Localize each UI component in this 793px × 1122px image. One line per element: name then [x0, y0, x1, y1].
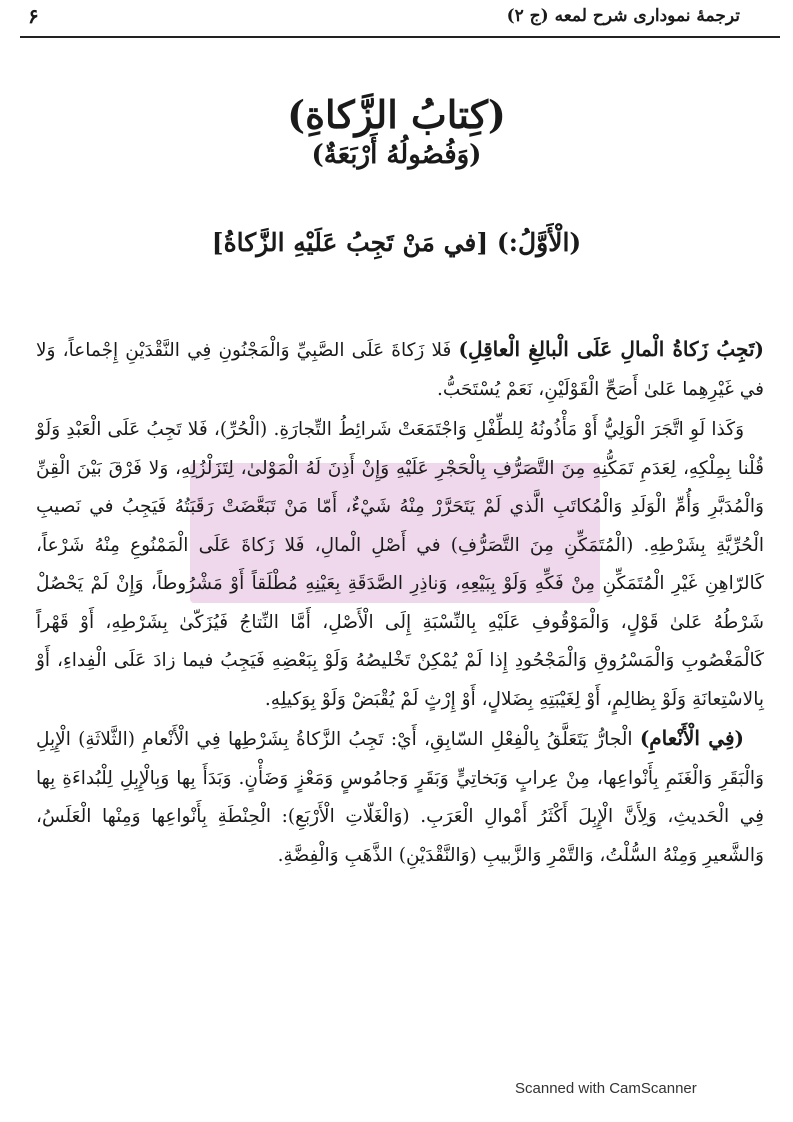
- paragraph-3-lead: (فِي الْأَنْعامِ): [639, 726, 744, 750]
- paragraph-1-lead: (تَجِبُ زَكاةُ الْمالِ عَلَى الْبالِغِ الْعاقِلِ): [458, 337, 764, 361]
- paragraph-1-text: فَلا زَكاةَ عَلَى الصَّبِيِّ وَالْمَجْنُونِ فِي النَّقْدَيْنِ إِجْماعاً، وَلا في غَيْرِهِما عَلىٰ أَصَحِّ الْقَوْلَيْنِ، نَعَمْ يُسْتَحَبُّ.: [36, 340, 764, 400]
- running-title: ترجمهٔ نموداری شرح لمعه (ج ۲): [506, 6, 740, 26]
- chapter-heading: (الْأَوَّلُ:) [في مَنْ تَجِبُ عَلَيْهِ الزَّكاةُ]: [211, 228, 582, 257]
- scanner-footer: Scanned with CamScanner: [515, 1080, 697, 1097]
- paragraph-2-text: وَكَذا لَوِ اتَّجَرَ الْوَلِيُّ أَوْ مَأْذُونُهُ لِلطِّفْلِ وَاجْتَمَعَتْ شَرائِطُ التِّجارَةِ. (الْحُرِّ)، فَلا تَجِبُ عَلَى الْعَبْدِ وَلَوْ قُلْنا بِمِلْكِهِ، لِعَدَمِ تَمَكُّنِهِ مِنَ التَّصَرُّفِ بِالْحَجْرِ عَلَيْهِ وَإِنْ أَذِنَ لَهُ الْمَوْلىٰ، لِتَزَلْزُلِهِ، وَلا فَرْقَ بَيْنَ الْقِنِّ وَالْمُدَبَّرِ وَأُمِّ الْوَلَدِ وَالْمُكاتَبِ الَّذي لَمْ يَتَحَرَّرْ مِنْهُ شَيْءٌ، أَمّا مَنْ تَبَعَّضَتْ رَقَبَتُهُ فَيَجِبُ في نَصيبِ الْحُرِّيَّةِ بِشَرْطِهِ. (الْمُتَمَكِّنِ مِنَ التَّصَرُّفِ) في أَصْلِ الْمالِ، فَلا زَكاةَ عَلَى الْمَمْنُوعِ مِنْهُ شَرْعاً، كَالرّاهِنِ غَيْرِ الْمُتَمَكِّنِ مِنْ فَكِّهِ وَلَوْ بِبَيْعِهِ، وَناذِرِ الصَّدَقَةِ بِعَيْنِهِ مُطْلَقاً أَوْ مَشْرُوطاً، وَإِنْ لَمْ يَحْصُلْ شَرْطُهُ عَلىٰ قَوْلٍ، وَالْمَوْقُوفِ عَلَيْهِ بِالنِّسْبَةِ إِلَى الْأَصْلِ، أَمَّا النِّتاجُ فَيُزَكّىٰ بِشَرْطِهِ، أَوْ قَهْراً كَالْمَغْصُوبِ وَالْمَسْرُوقِ وَالْمَجْحُودِ إِذا لَمْ يُمْكِنْ تَخْليصُهُ وَلَوْ بِبَعْضِهِ فَيَجِبُ فيما زادَ عَلَى الْفِداءِ، أَوْ بِالاسْتِعانَةِ وَلَوْ بِظالِمٍ، أَوْ لِغَيْبَتِهِ بِضَلالٍ، أَوْ إِرْثٍ لَمْ يُقْبَضْ وَلَوْ بِوَكيلِهِ.: [36, 419, 764, 710]
- page-header: [20, 0, 780, 38]
- body-text: [36, 330, 764, 875]
- book-subtitle: (وَفُصُولُهُ أَرْبَعَةٌ): [311, 140, 482, 170]
- paragraph-1: [36, 330, 764, 409]
- book-title: (كِتابُ الزَّكاةِ): [287, 92, 506, 137]
- paragraph-2: [36, 409, 764, 719]
- paragraph-3-text: الْجارُّ يَتَعَلَّقُ بِالْفِعْلِ السّابِقِ، أَيْ: تَجِبُ الزَّكاةُ بِشَرْطِها فِي الْأَنْعامِ (الثَّلاثَةِ) الْإِبِلِ وَالْبَقَرِ وَالْغَنَمِ بِأَنْواعِها، مِنْ عِرابٍ وَبَخاتِيٍّ وَبَقَرٍ وَجامُوسٍ وَمَعْزٍ وَضَأْنٍ. وَبَدَأَ بِها وَبِالْإِبِلِ لِلْبُداءَةِ بِها فِي الْحَديثِ، وَلِأَنَّ الْإِبِلَ أَكْثَرُ أَمْوالِ الْعَرَبِ. (وَالْغَلّاتِ الْأَرْبَعِ): الْحِنْطَةِ بِأَنْواعِها وَمِنْها الْعَلَسُ، وَالشَّعيرِ وَمِنْهُ السُّلْتُ، وَالتَّمْرِ وَالزَّبيبِ (وَالنَّقْدَيْنِ) الذَّهَبِ وَالْفِضَّةِ.: [36, 729, 764, 866]
- page-number: ۶: [28, 4, 39, 28]
- paragraph-3: [36, 719, 764, 875]
